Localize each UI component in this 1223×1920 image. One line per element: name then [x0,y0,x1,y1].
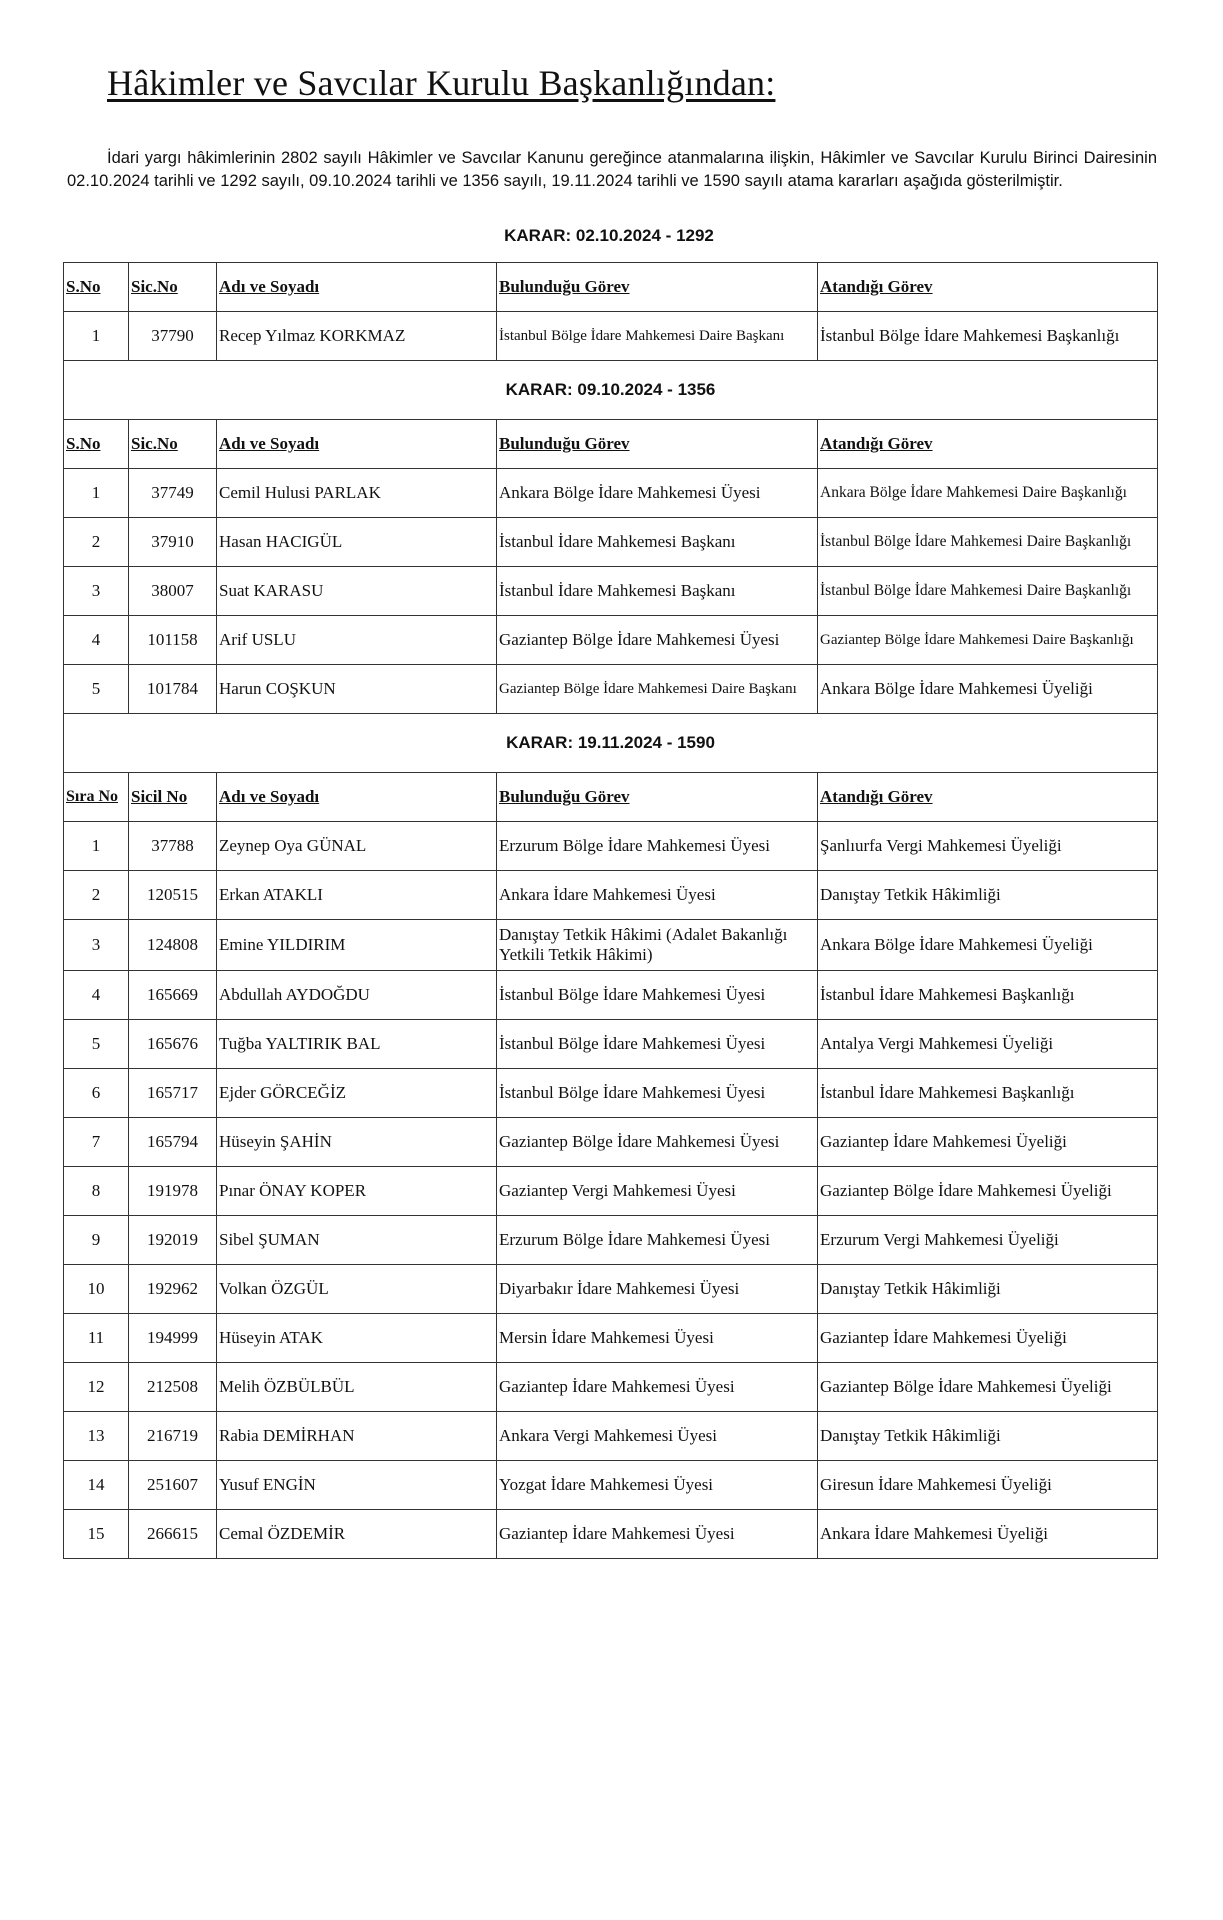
row-sicil: 120515 [129,871,217,920]
row-current-post: Gaziantep İdare Mahkemesi Üyesi [497,1510,818,1559]
row-name: Harun COŞKUN [217,665,497,714]
row-assigned-post: Antalya Vergi Mahkemesi Üyeliği [818,1020,1158,1069]
appointments-table [63,262,1158,1559]
row-no: 12 [64,1363,129,1412]
row-sicil: 165717 [129,1069,217,1118]
table-row [64,469,1158,518]
row-name: Recep Yılmaz KORKMAZ [217,312,497,361]
row-assigned-post: Gaziantep Bölge İdare Mahkemesi Üyeliği [818,1167,1158,1216]
row-no: 5 [64,665,129,714]
table-header-row [64,773,1158,822]
row-assigned-post: Gaziantep İdare Mahkemesi Üyeliği [818,1118,1158,1167]
col-header-no: S.No [64,420,129,469]
row-current-post: İstanbul Bölge İdare Mahkemesi Üyesi [497,1020,818,1069]
row-name: Arif USLU [217,616,497,665]
row-sicil: 212508 [129,1363,217,1412]
row-assigned-post: Şanlıurfa Vergi Mahkemesi Üyeliği [818,822,1158,871]
row-assigned-post: Ankara Bölge İdare Mahkemesi Üyeliği [818,665,1158,714]
row-name: Ejder GÖRCEĞİZ [217,1069,497,1118]
row-current-post: İstanbul Bölge İdare Mahkemesi Üyesi [497,971,818,1020]
row-sicil: 37749 [129,469,217,518]
row-sicil: 266615 [129,1510,217,1559]
col-header-assigned-post: Atandığı Görev [818,420,1158,469]
row-current-post: Ankara Bölge İdare Mahkemesi Üyesi [497,469,818,518]
table-header-row [64,263,1158,312]
row-sicil: 191978 [129,1167,217,1216]
row-no: 4 [64,971,129,1020]
col-header-assigned-post: Atandığı Görev [818,263,1158,312]
col-header-current-post: Bulunduğu Görev [497,263,818,312]
row-current-post: Gaziantep Vergi Mahkemesi Üyesi [497,1167,818,1216]
decision-block-1 [64,263,1158,361]
row-name: Pınar ÖNAY KOPER [217,1167,497,1216]
row-current-post: Gaziantep Bölge İdare Mahkemesi Üyesi [497,616,818,665]
col-header-sicil: Sic.No [129,420,217,469]
col-header-no: S.No [64,263,129,312]
row-assigned-post: Giresun İdare Mahkemesi Üyeliği [818,1461,1158,1510]
row-no: 7 [64,1118,129,1167]
table-row [64,1216,1158,1265]
row-name: Erkan ATAKLI [217,871,497,920]
table-row [64,312,1158,361]
row-name: Emine YILDIRIM [217,920,497,971]
row-current-post: İstanbul Bölge İdare Mahkemesi Üyesi [497,1069,818,1118]
row-name: Sibel ŞUMAN [217,1216,497,1265]
row-no: 13 [64,1412,129,1461]
row-current-post: Ankara Vergi Mahkemesi Üyesi [497,1412,818,1461]
row-assigned-post: Gaziantep Bölge İdare Mahkemesi Üyeliği [818,1363,1158,1412]
decision-heading: KARAR: 19.11.2024 - 1590 [64,714,1158,773]
row-current-post: Gaziantep Bölge İdare Mahkemesi Üyesi [497,1118,818,1167]
table-row [64,616,1158,665]
row-assigned-post: İstanbul Bölge İdare Mahkemesi Daire Başkanlığı [818,518,1158,567]
row-no: 4 [64,616,129,665]
row-assigned-post: Danıştay Tetkik Hâkimliği [818,871,1158,920]
row-no: 6 [64,1069,129,1118]
row-assigned-post: Gaziantep İdare Mahkemesi Üyeliği [818,1314,1158,1363]
row-sicil: 194999 [129,1314,217,1363]
row-no: 5 [64,1020,129,1069]
row-name: Hüseyin ATAK [217,1314,497,1363]
row-assigned-post: İstanbul Bölge İdare Mahkemesi Başkanlığı [818,312,1158,361]
row-no: 9 [64,1216,129,1265]
col-header-name: Adı ve Soyadı [217,263,497,312]
row-sicil: 38007 [129,567,217,616]
row-sicil: 37910 [129,518,217,567]
table-row [64,1069,1158,1118]
row-name: Melih ÖZBÜLBÜL [217,1363,497,1412]
table-row [64,822,1158,871]
row-no: 11 [64,1314,129,1363]
row-current-post: Erzurum Bölge İdare Mahkemesi Üyesi [497,822,818,871]
table-row [64,1167,1158,1216]
col-header-sicil: Sic.No [129,263,217,312]
row-sicil: 192962 [129,1265,217,1314]
table-row [64,1314,1158,1363]
col-header-sicil: Sicil No [129,773,217,822]
table-row [64,920,1158,971]
row-no: 2 [64,871,129,920]
row-assigned-post: Danıştay Tetkik Hâkimliği [818,1412,1158,1461]
row-current-post: Erzurum Bölge İdare Mahkemesi Üyesi [497,1216,818,1265]
row-name: Tuğba YALTIRIK BAL [217,1020,497,1069]
row-assigned-post: İstanbul İdare Mahkemesi Başkanlığı [818,971,1158,1020]
page-title: Hâkimler ve Savcılar Kurulu Başkanlığından: [107,63,776,103]
row-no: 3 [64,567,129,616]
row-sicil: 165676 [129,1020,217,1069]
row-current-post: İstanbul İdare Mahkemesi Başkanı [497,567,818,616]
table-row [64,518,1158,567]
table-row [64,1461,1158,1510]
row-current-post: Diyarbakır İdare Mahkemesi Üyesi [497,1265,818,1314]
decision-block-2 [64,361,1158,714]
table-row [64,871,1158,920]
row-name: Yusuf ENGİN [217,1461,497,1510]
col-header-name: Adı ve Soyadı [217,420,497,469]
row-no: 10 [64,1265,129,1314]
row-no: 2 [64,518,129,567]
col-header-assigned-post: Atandığı Görev [818,773,1158,822]
table-row [64,1363,1158,1412]
row-name: Cemil Hulusi PARLAK [217,469,497,518]
row-current-post: Yozgat İdare Mahkemesi Üyesi [497,1461,818,1510]
row-sicil: 165669 [129,971,217,1020]
row-assigned-post: İstanbul İdare Mahkemesi Başkanlığı [818,1069,1158,1118]
table-row [64,1020,1158,1069]
row-current-post: Ankara İdare Mahkemesi Üyesi [497,871,818,920]
col-header-current-post: Bulunduğu Görev [497,773,818,822]
row-name: Zeynep Oya GÜNAL [217,822,497,871]
row-no: 1 [64,469,129,518]
table-row [64,1412,1158,1461]
table-row [64,1265,1158,1314]
row-no: 1 [64,312,129,361]
row-sicil: 124808 [129,920,217,971]
row-assigned-post: Gaziantep Bölge İdare Mahkemesi Daire Başkanlığı [818,616,1158,665]
row-no: 3 [64,920,129,971]
row-sicil: 37790 [129,312,217,361]
row-assigned-post: Erzurum Vergi Mahkemesi Üyeliği [818,1216,1158,1265]
table-row [64,567,1158,616]
row-assigned-post: Danıştay Tetkik Hâkimliği [818,1265,1158,1314]
row-name: Rabia DEMİRHAN [217,1412,497,1461]
decision-heading: KARAR: 09.10.2024 - 1356 [64,361,1158,420]
table-row [64,971,1158,1020]
col-header-name: Adı ve Soyadı [217,773,497,822]
row-assigned-post: Ankara İdare Mahkemesi Üyeliği [818,1510,1158,1559]
row-sicil: 251607 [129,1461,217,1510]
row-name: Hasan HACIGÜL [217,518,497,567]
decision-heading: KARAR: 02.10.2024 - 1292 [504,226,714,245]
decision-block-3 [64,714,1158,1559]
row-current-post: Mersin İdare Mahkemesi Üyesi [497,1314,818,1363]
decision-heading-row [64,361,1158,420]
row-name: Hüseyin ŞAHİN [217,1118,497,1167]
intro-paragraph: İdari yargı hâkimlerinin 2802 sayılı Hâkimler ve Savcılar Kanunu gereğince atanmalarına ilişkin, Hâkimler ve Savcılar Kurulu Birinci Dairesinin 02.10.2024 tarihli ve 1292 sayılı, 09.10.2024 tarihli ve 1356 sayılı, 19.11.2024 tarihli ve 1590 sayılı atama kararları aşağıda gösterilmiştir. [67,149,1157,190]
row-current-post: Gaziantep Bölge İdare Mahkemesi Daire Başkanı [497,665,818,714]
table-row [64,1510,1158,1559]
row-no: 1 [64,822,129,871]
col-header-current-post: Bulunduğu Görev [497,420,818,469]
row-current-post: Gaziantep İdare Mahkemesi Üyesi [497,1363,818,1412]
row-sicil: 216719 [129,1412,217,1461]
row-current-post: Danıştay Tetkik Hâkimi (Adalet Bakanlığı Yetkili Tetkik Hâkimi) [497,920,818,971]
row-current-post: İstanbul Bölge İdare Mahkemesi Daire Başkanı [497,312,818,361]
col-header-no: Sıra No [64,773,129,822]
table-row [64,1118,1158,1167]
row-no: 14 [64,1461,129,1510]
row-current-post: İstanbul İdare Mahkemesi Başkanı [497,518,818,567]
row-sicil: 101784 [129,665,217,714]
row-sicil: 101158 [129,616,217,665]
row-no: 8 [64,1167,129,1216]
decision-heading-row [64,714,1158,773]
row-no: 15 [64,1510,129,1559]
row-sicil: 37788 [129,822,217,871]
table-header-row [64,420,1158,469]
row-assigned-post: Ankara Bölge İdare Mahkemesi Üyeliği [818,920,1158,971]
table-row [64,665,1158,714]
row-sicil: 192019 [129,1216,217,1265]
row-name: Cemal ÖZDEMİR [217,1510,497,1559]
row-name: Volkan ÖZGÜL [217,1265,497,1314]
row-assigned-post: İstanbul Bölge İdare Mahkemesi Daire Başkanlığı [818,567,1158,616]
row-sicil: 165794 [129,1118,217,1167]
row-name: Suat KARASU [217,567,497,616]
row-name: Abdullah AYDOĞDU [217,971,497,1020]
row-assigned-post: Ankara Bölge İdare Mahkemesi Daire Başkanlığı [818,469,1158,518]
